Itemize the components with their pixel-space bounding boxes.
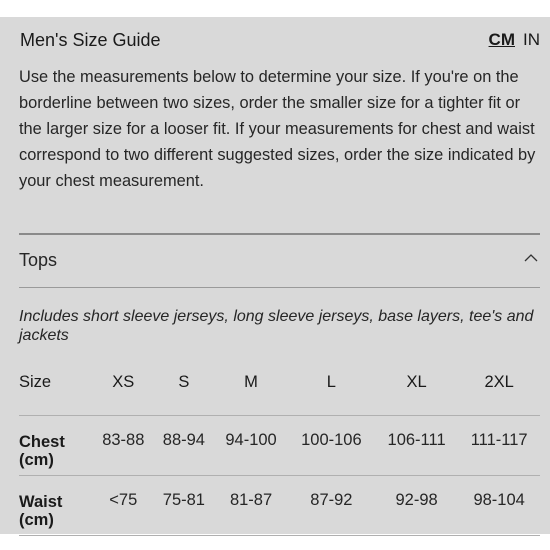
table-cell: 81-87 — [229, 490, 273, 509]
table-cell: 111-117 — [470, 430, 528, 449]
header-cell: L — [326, 373, 336, 391]
header-cell: XS — [112, 373, 135, 391]
section-divider-mid — [19, 287, 540, 288]
section-divider-top — [19, 233, 540, 235]
table-cell: 106-111 — [387, 430, 446, 449]
tops-note: Includes short sleeve jerseys, long sleeve jerseys, base layers, tee's and jackets — [19, 308, 534, 344]
tops-section-toggle[interactable] — [19, 249, 540, 275]
table-row — [19, 475, 540, 535]
size-guide-panel — [0, 17, 550, 534]
table-cell: 87-92 — [310, 490, 353, 509]
table-cell: 98-104 — [473, 490, 525, 509]
table-cell: 100-106 — [301, 430, 362, 449]
unit-in-button[interactable]: IN — [523, 30, 540, 49]
header-cell: Size — [19, 373, 52, 391]
size-guide-title: Men's Size Guide — [20, 30, 161, 50]
table-cell: 92-98 — [395, 490, 438, 509]
table-cell: 83-88 — [102, 430, 145, 449]
unit-cm-button[interactable]: CM — [488, 30, 515, 49]
table-cell: 94-100 — [225, 430, 277, 449]
header-cell: S — [178, 373, 190, 391]
section-title: Tops — [19, 250, 58, 270]
size-table — [19, 365, 540, 536]
size-table-header-row — [19, 365, 540, 415]
unit-toggle — [489, 30, 540, 50]
table-cell: 75-81 — [162, 490, 205, 509]
chevron-up-icon — [524, 251, 538, 265]
header-cell: 2XL — [484, 373, 514, 391]
size-guide-header — [20, 30, 540, 54]
table-row — [19, 415, 540, 475]
header-cell: XL — [406, 373, 427, 391]
header-cell: M — [244, 373, 258, 391]
size-guide-intro: Use the measurements below to determine your size. If you're on the borderline between two sizes, order the smaller size for a tighter fit or the larger size for a looser fit. If your measurements for chest and waist correspond to two different suggested sizes, order the size indicated by your chest measurement. — [19, 68, 536, 190]
table-cell: 88-94 — [162, 430, 205, 449]
table-cell: <75 — [109, 490, 138, 509]
row-label: Waist (cm) — [19, 492, 63, 529]
row-label: Chest (cm) — [19, 432, 65, 469]
